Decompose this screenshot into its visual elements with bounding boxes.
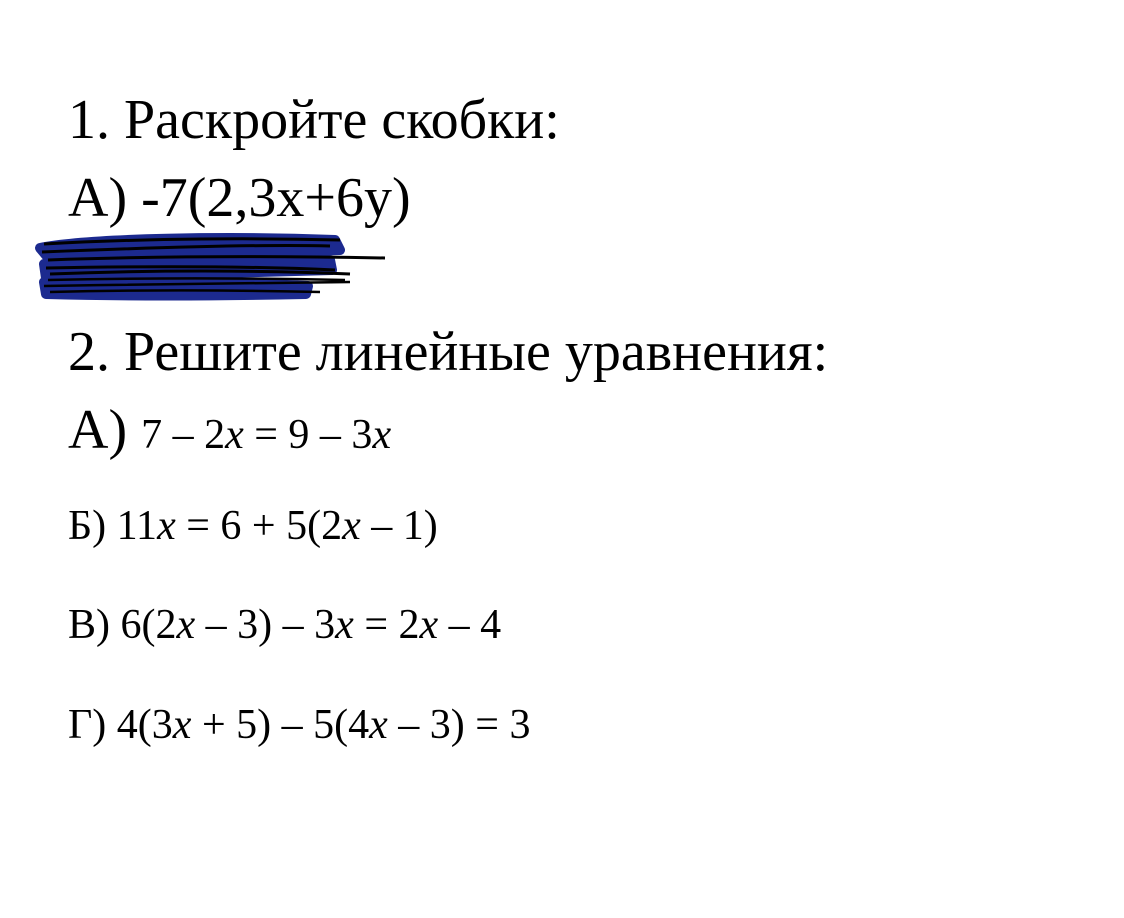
task1-item-a [68,167,411,229]
equation-text: 7 – 2x = 9 – 3x [141,412,392,458]
equation-text: 6(2x – 3) – 3x = 2x – 4 [120,602,502,648]
expression: -7(2,3x+6y) [141,167,411,229]
item-label: А) [68,167,142,229]
item-label: В) [68,602,121,648]
equation-text: 11x = 6 + 5(2x – 1) [116,503,438,549]
task2-heading: 2. Решите линейные уравнения: [68,321,829,383]
redaction-scribble [30,230,390,305]
task1-heading: 1. Раскройте скобки: [68,89,560,151]
item-label: А) [68,399,142,461]
equation-a [68,399,392,461]
item-label: Г) [68,702,117,748]
equation-b [68,505,438,547]
equation-v [68,604,501,646]
equation-text: 4(3x + 5) – 5(4x – 3) = 3 [116,702,531,748]
item-label: Б) [68,503,117,549]
equation-g [68,704,530,746]
